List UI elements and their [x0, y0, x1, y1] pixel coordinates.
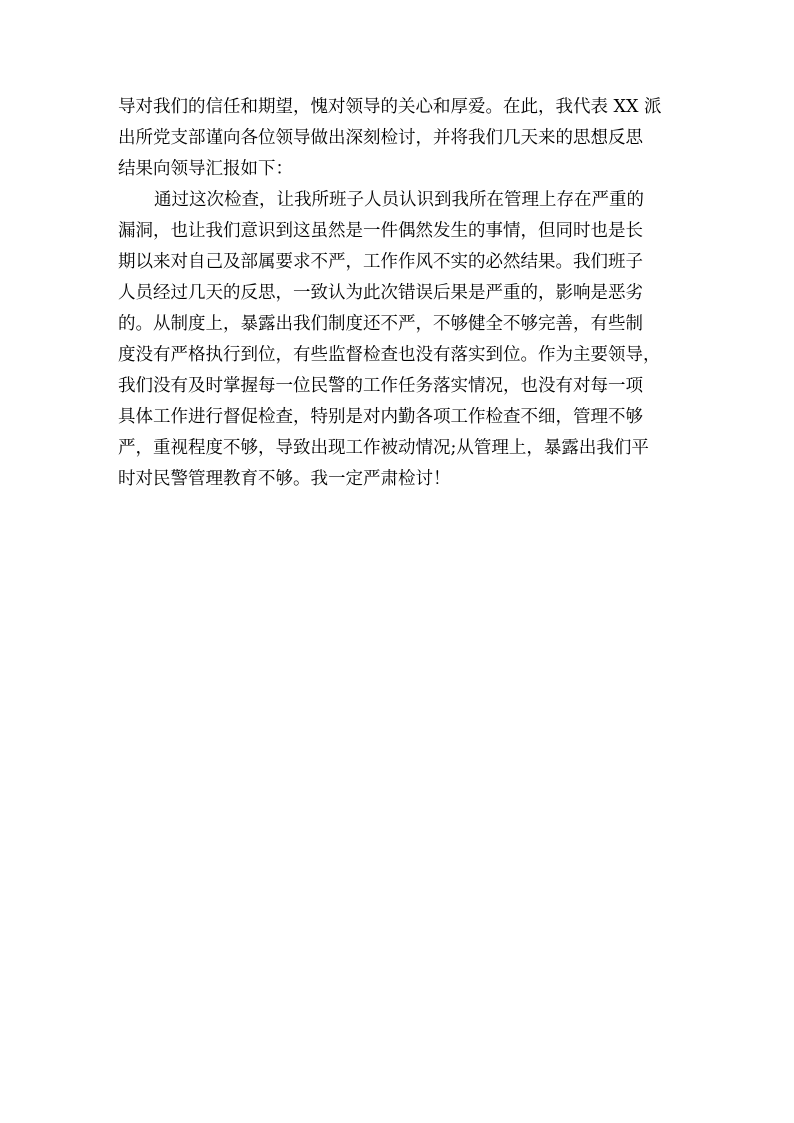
text-line: 具体工作进行督促检查，特别是对内勤各项工作检查不细，管理不够	[118, 407, 643, 427]
document-body	[118, 92, 688, 495]
text-line: 期以来对自己及部属要求不严，工作作风不实的必然结果。我们班子	[118, 252, 643, 272]
text-line: 人员经过几天的反思，一致认为此次错误后果是严重的，影响是恶劣	[118, 283, 643, 303]
text-line: 通过这次检查，让我所班子人员认识到我所在管理上存在严重的	[154, 190, 644, 210]
paragraph-report-intro	[118, 92, 688, 185]
text-line: 度没有严格执行到位，有些监督检查也没有落实到位。作为主要领导，	[118, 345, 661, 365]
text-line: 严，重视程度不够，导致出现工作被动情况;从管理上，暴露出我们平	[118, 438, 649, 458]
text-line: 出所党支部谨向各位领导做出深刻检讨，并将我们几天来的思想反思	[118, 128, 643, 148]
text-line: 的。从制度上，暴露出我们制度还不严，不够健全不够完善，有些制	[118, 314, 643, 334]
text-line: 结果向领导汇报如下：	[118, 159, 293, 179]
paragraph-self-criticism	[118, 185, 688, 495]
text-line: 我们没有及时掌握每一位民警的工作任务落实情况，也没有对每一项	[118, 376, 643, 396]
text-line: 导对我们的信任和期望，愧对领导的关心和厚爱。在此，我代表 XX 派	[118, 97, 662, 117]
text-line: 漏洞，也让我们意识到这虽然是一件偶然发生的事情，但同时也是长	[118, 221, 643, 241]
text-line: 时对民警管理教育不够。我一定严肃检讨！	[118, 469, 451, 489]
